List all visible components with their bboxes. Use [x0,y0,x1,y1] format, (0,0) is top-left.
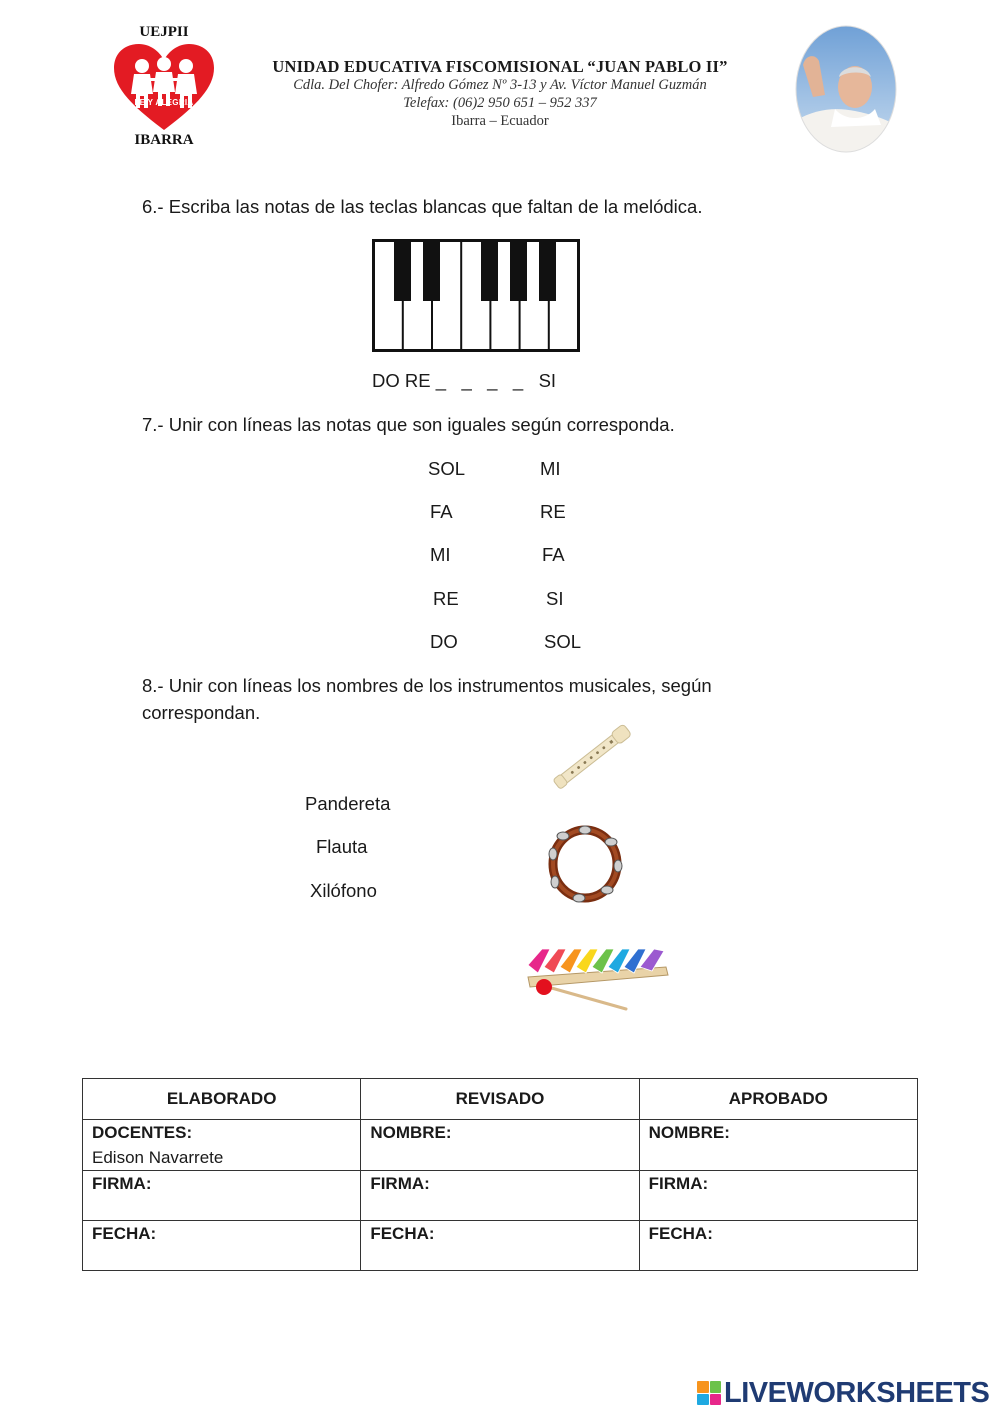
label-fecha: FECHA: [370,1224,435,1243]
instrument-name-2[interactable]: Flauta [316,836,368,857]
left-note-5[interactable]: DO [430,631,458,652]
question-8-prompt-line2: correspondan. [142,702,261,723]
cell-fecha-revisado[interactable] [361,1221,639,1271]
instrument-name-1[interactable]: Pandereta [305,793,391,814]
left-note-1[interactable]: SOL [428,458,466,479]
label-firma: FIRMA: [92,1174,152,1193]
question-8-prompt-line1: 8.- Unir con líneas los nombres de los instrumentos musicales, según [142,675,712,696]
docente-name: Edison Navarrete [92,1148,224,1167]
label-firma: FIRMA: [370,1174,430,1193]
piano-keyboard-icon [372,239,580,352]
cell-firma-revisado[interactable] [361,1171,639,1221]
table-header-row [83,1079,918,1120]
left-note-2[interactable]: FA [430,501,453,522]
cell-nombre-aprobado[interactable] [639,1120,917,1171]
school-address: Cdla. Del Chofer: Alfredo Gómez Nº 3-13 y Av. Víctor Manuel Guzmán [293,77,707,93]
label-nombre: NOMBRE: [648,1123,730,1142]
question-6-prompt: 6.- Escriba las notas de las teclas blancas que faltan de la melódica. [142,196,703,217]
right-note-5[interactable]: SOL [544,631,582,652]
label-docentes: DOCENTES: [92,1123,193,1142]
school-name: UNIDAD EDUCATIVA FISCOMISIONAL “JUAN PABLO II” [272,57,728,76]
logo-bottom-text: IBARRA [134,132,194,148]
portrait-image [795,25,897,153]
right-note-3[interactable]: FA [542,544,565,565]
cell-firma-aprobado[interactable] [639,1171,917,1221]
table-row [83,1120,918,1171]
label-fecha: FECHA: [648,1224,713,1243]
label-firma: FIRMA: [648,1174,709,1193]
tambourine-icon[interactable] [545,824,625,904]
cell-docentes[interactable] [83,1120,361,1171]
signature-table [82,1078,918,1271]
school-city: Ibarra – Ecuador [451,113,549,129]
xylophone-icon[interactable] [522,945,672,1017]
header-revisado: REVISADO [361,1079,639,1120]
left-note-4[interactable]: RE [433,588,459,609]
right-note-2[interactable]: RE [540,501,566,522]
heart-logo-icon [112,42,216,132]
school-logo [108,24,220,154]
cell-firma-elaborado[interactable] [83,1171,361,1221]
liveworksheets-brand-text: LIVEWORKSHEETS [724,1376,990,1409]
label-fecha: FECHA: [92,1224,157,1243]
table-row [83,1221,918,1271]
left-note-3[interactable]: MI [430,544,451,565]
logo-top-text: UEJPII [139,24,189,40]
instrument-name-3[interactable]: Xilófono [310,880,377,901]
notes-answer-line: DO RE _ _ _ _ SI [372,370,557,391]
logo-caption: FE Y ALEGRIA [134,98,194,107]
cell-nombre-revisado[interactable] [361,1120,639,1171]
right-note-1[interactable]: MI [540,458,561,479]
table-row [83,1171,918,1221]
header-elaborado: ELABORADO [83,1079,361,1120]
liveworksheets-logo[interactable] [697,1376,989,1410]
right-note-4[interactable]: SI [546,588,564,609]
liveworksheets-grid-icon [697,1381,721,1405]
flute-icon[interactable] [545,718,640,796]
question-7-prompt: 7.- Unir con líneas las notas que son iguales según corresponda. [142,414,675,435]
school-phone: Telefax: (06)2 950 651 – 952 337 [403,95,597,111]
cell-fecha-elaborado[interactable] [83,1221,361,1271]
label-nombre: NOMBRE: [370,1123,452,1142]
header-aprobado: APROBADO [639,1079,917,1120]
school-header [220,58,780,130]
cell-fecha-aprobado[interactable] [639,1221,917,1271]
